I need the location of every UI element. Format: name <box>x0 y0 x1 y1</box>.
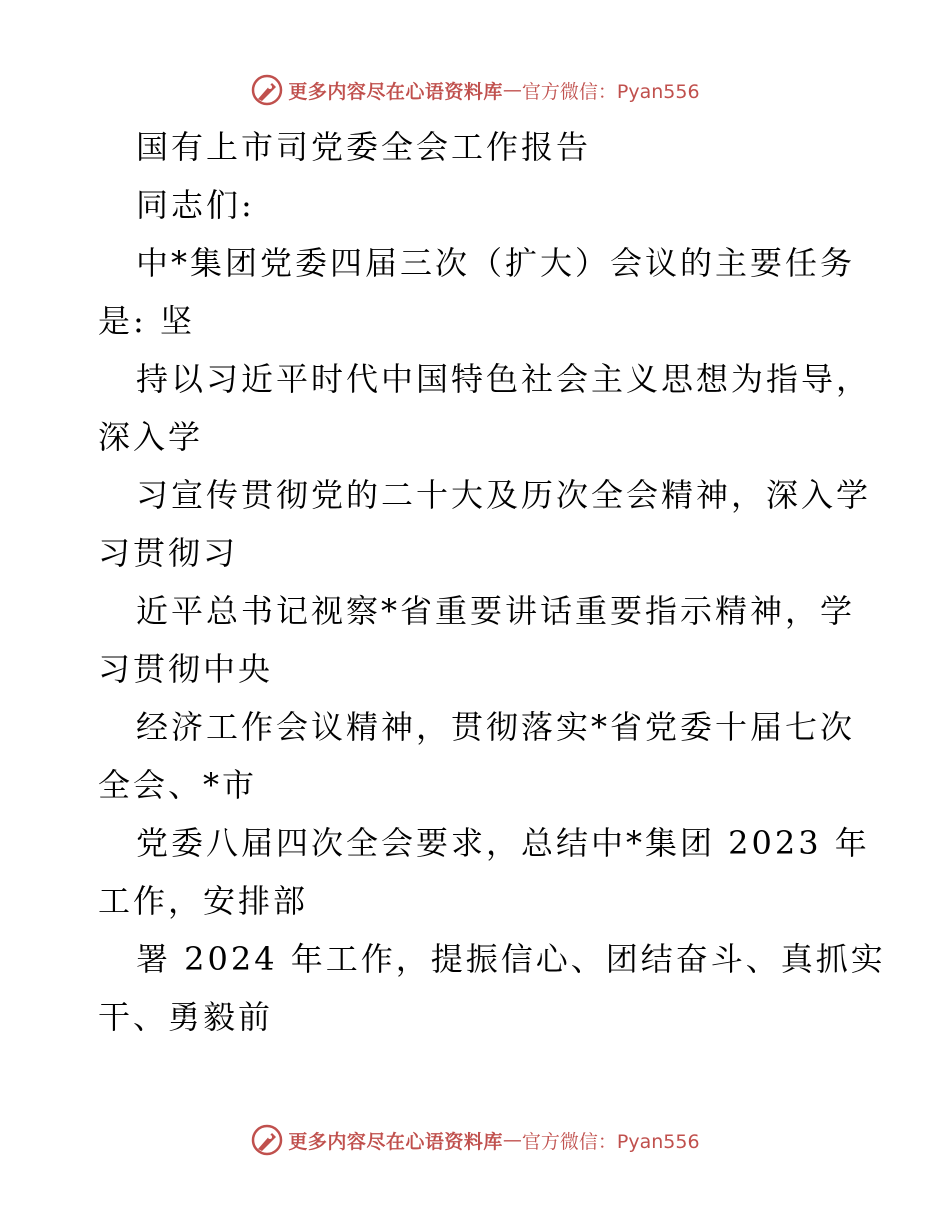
footer-banner-wechat: 官方微信：Pyan556 <box>521 1130 700 1153</box>
footer-banner-text: 更多内容尽在心语资料库 <box>288 1130 503 1153</box>
body-line: 同志们: <box>136 186 255 224</box>
body-line: 中*集团党委四届三次（扩大）会议的主要任务 <box>136 244 856 282</box>
body-line: 党委八届四次全会要求，总结中*集团 2023 年 <box>136 824 870 862</box>
footer-banner <box>0 1120 950 1160</box>
body-line: 全会、*市 <box>98 766 258 804</box>
body-line: 署 2024 年工作，提振信心、团结奋斗、真抓实 <box>136 940 886 978</box>
pen-nib-logo-icon <box>250 1123 284 1157</box>
body-line: 工作，安排部 <box>98 882 309 920</box>
header-banner-text: 更多内容尽在心语资料库 <box>288 80 503 103</box>
body-line: 习宣传贯彻党的二十大及历次全会精神，深入学 <box>136 476 872 514</box>
document-title: 国有上市司党委全会工作报告 <box>136 128 592 166</box>
body-line: 持以习近平时代中国特色社会主义思想为指导， <box>136 360 872 398</box>
body-line: 近平总书记视察*省重要讲话重要指示精神，学 <box>136 592 856 630</box>
body-line: 习贯彻习 <box>98 534 239 572</box>
header-banner-dash: — <box>502 79 522 101</box>
body-line: 深入学 <box>98 418 204 456</box>
body-line: 经济工作会议精神，贯彻落实*省党委十届七次 <box>136 708 856 746</box>
footer-banner-dash: — <box>502 1129 522 1151</box>
header-banner-wechat: 官方微信：Pyan556 <box>521 80 700 103</box>
body-line: 是: 坚 <box>98 302 195 340</box>
body-line: 干、勇毅前 <box>98 998 274 1036</box>
body-line: 习贯彻中央 <box>98 650 274 688</box>
